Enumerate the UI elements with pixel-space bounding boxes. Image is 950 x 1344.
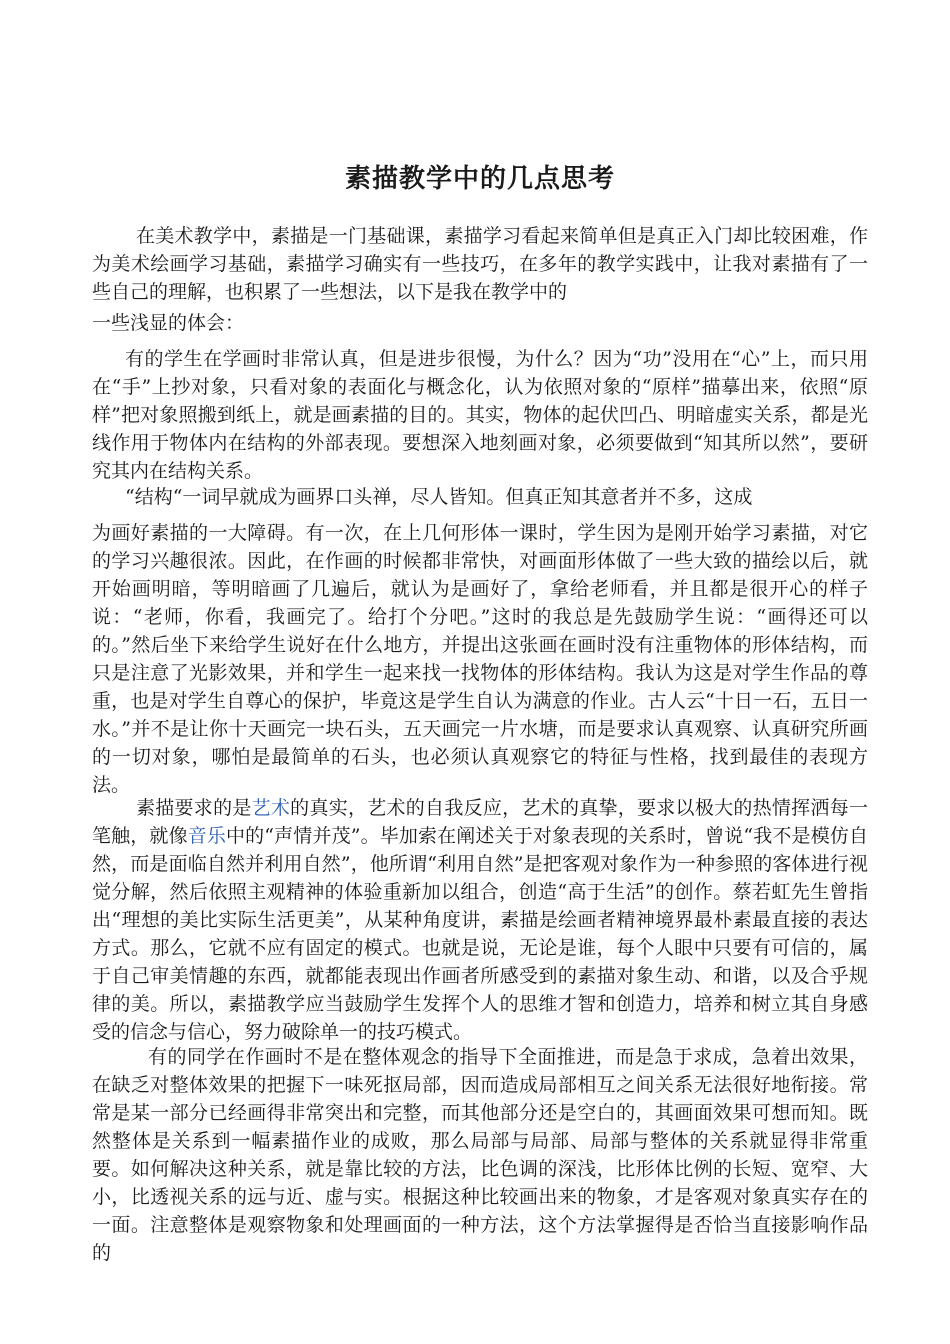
text-segment: 素描要求的是 <box>136 797 252 819</box>
paragraph-whole-view: 有的同学在作画时不是在整体观念的指导下全面推进，而是急于求成，急着出效果，在缺乏对整体效果的把握下一味死抠局部，因而造成局部相互之间关系无法很好地衔接。常常是某一部分已经画得非常突出和完整，而其他部分还是空白的，其画面效果可想而知。既然整体是关系到一幅素描作业的成败，那么局部与局部、局部与整体的关系就显得非常重要。如何解决这种关系，就是靠比较的方法，比色调的深浅，比形体比例的长短、宽窄、大小，比透视关系的远与近、虚与实。根据这种比较画出来的物象，才是客观对象真实存在的一面。注意整体是观察物象和处理画面的一种方法，这个方法掌握得是否恰当直接影响作品的 <box>92 1046 868 1264</box>
link-art[interactable]: 艺术 <box>251 797 291 819</box>
text-segment: 的真实，艺术的自我反应，艺术的真挚，要求以极大的热情挥洒每一笔触，就像 <box>92 797 868 847</box>
link-music[interactable]: 音乐 <box>187 825 227 847</box>
paragraph-effort: 有的学生在学画时非常认真，但是进步很慢，为什么？因为“功”没用在“心”上，而只用在“手”上抄对象，只看对象的表面化与概念化，认为依照对象的“原样”描摹出来，依照“原样”把对象照搬到纸上，就是画素描的目的。其实，物体的起伏凹凸、明暗虚实关系，都是光线作用于物体内在结构的外部表现。要想深入地刻画对象，必须要做到“知其所以然”，要研究其内在结构关系。 <box>92 348 868 482</box>
text-segment: 中的“声情并茂”。毕加索在阐述关于对象表现的关系时，曾说“我不是模仿自然，而是面临自然并利用自然”，他所谓“利用自然”是把客观对象作为一种参照的客体进行视觉分解，然后依照主观精神的体验重新加以组合，创造“高于生活”的创作。蔡若虹先生曾指出“理想的美比实际生活更美”，从某种角度讲，素描是绘画者精神境界最朴素最直接的表达方式。那么，它就不应有固定的模式。也就是说，无论是谁，每个人眼中只要有可信的，属于自己审美情趣的东西，就都能表现出作画者所感受到的素描对象生动、和谐，以及合乎规律的美。所以，素描教学应当鼓励学生发挥个人的思维才智和创造力，培养和树立其自身感受的信念与信心，努力破除单一的技巧模式。 <box>92 825 868 1043</box>
paragraph-intro: 在美术教学中，素描是一门基础课，素描学习看起来简单但是真正入门却比较困难，作为美术绘画学习基础，素描学习确实有一些技巧，在多年的教学实践中，让我对素描有了一些自己的理解，也积累了一些想法，以下是我在教学中的 <box>92 225 868 303</box>
paragraph-intro-tail: 一些浅显的体会： <box>92 312 245 334</box>
page-title: 素描教学中的几点思考 <box>344 164 615 194</box>
paragraph-structure: 为画好素描的一大障碍。有一次，在上几何形体一课时，学生因为是刚开始学习素描，对它的学习兴趣很浓。因此，在作画的时候都非常快，对画面形体做了一些大致的描绘以后，就开始画明暗，等明暗画了几遍后，就认为是画好了，拿给老师看，并且都是很开心的样子说：“老师，你看，我画完了。给打个分吧。”这时的我总是先鼓励学生说：“画得还可以的。”然后坐下来给学生说好在什么地方，并提出这张画在画时没有注重物体的形体结构，而只是注意了光影效果，并和学生一起来找一找物体的形体结构。我认为这是对学生作品的尊重，也是对学生自尊心的保护，毕竟这是学生自认为满意的作业。古人云“十日一石，五日一水。”并不是让你十天画完一块石头，五天画完一片水塘，而是要求认真观察、认真研究所画的一切对象，哪怕是最简单的石头，也必须认真观察它的特征与性格，找到最佳的表现方法。 <box>92 522 868 796</box>
paragraph-art-truth <box>92 794 868 1046</box>
paragraph-structure-first-line: “结构“一词早就成为画界口头禅，尽人皆知。但真正知其意者并不多，这成 <box>125 486 753 508</box>
